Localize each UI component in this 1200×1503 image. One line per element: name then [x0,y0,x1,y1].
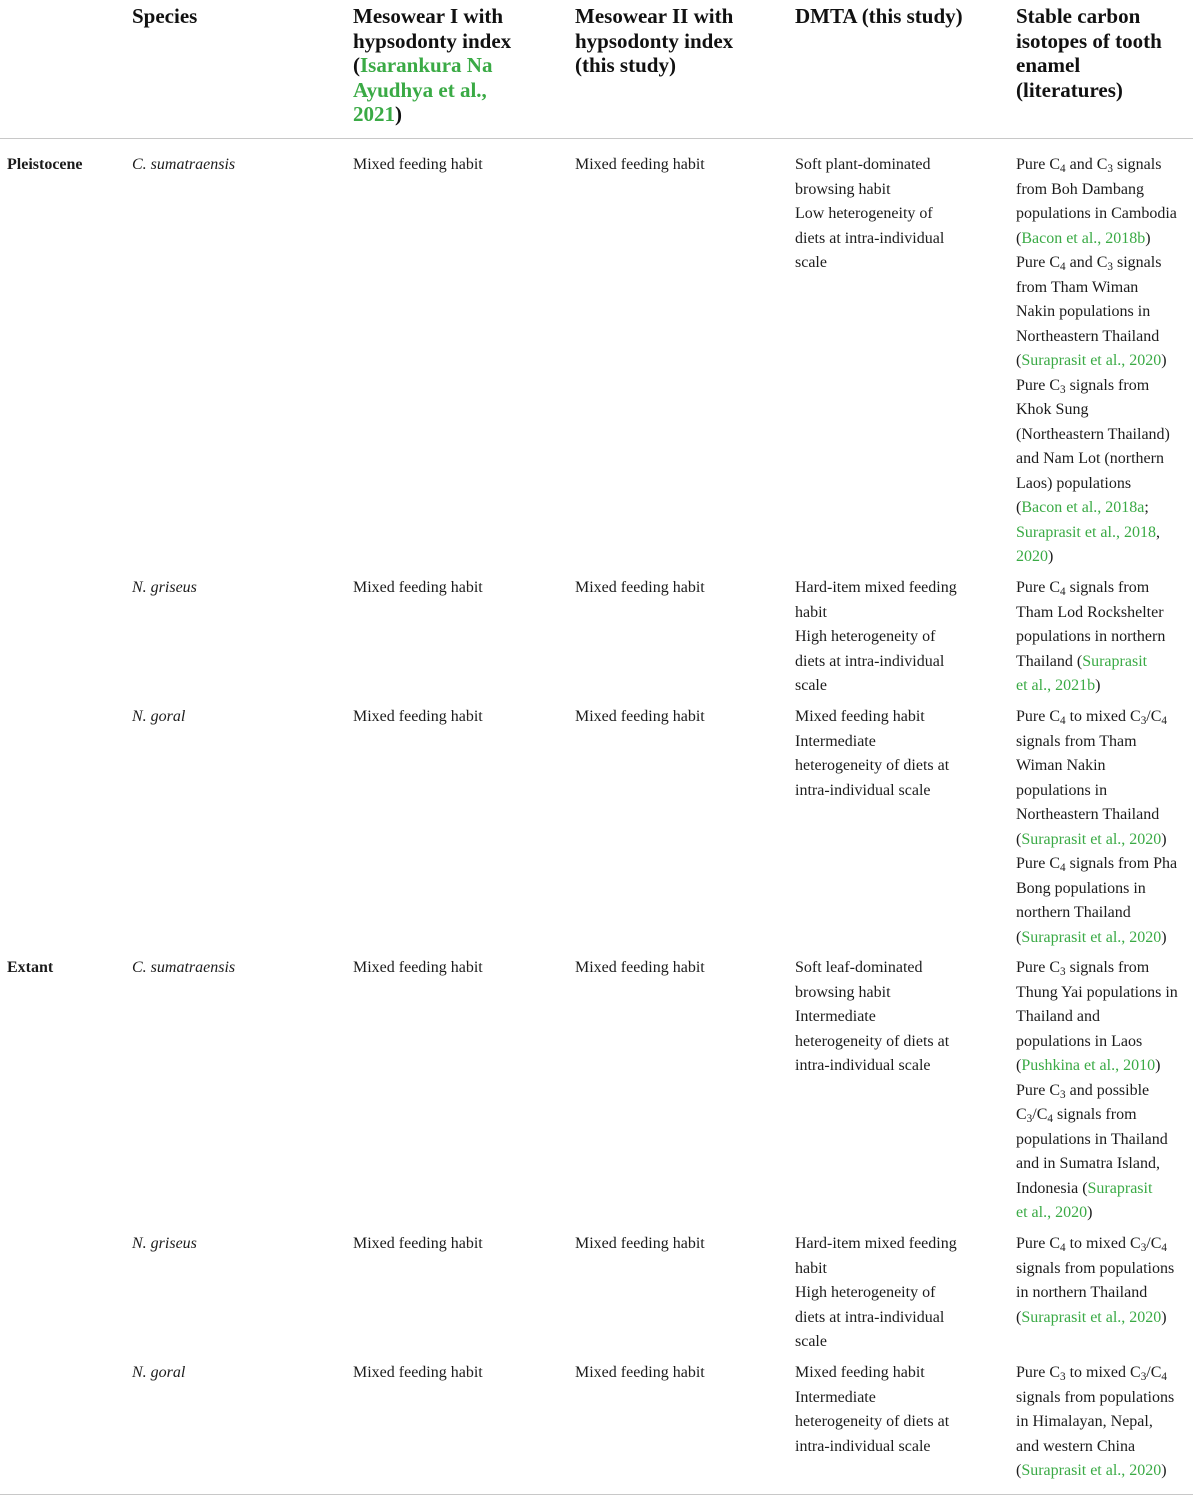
mesowear2-value: Mixed feeding habit [575,579,705,596]
mesowear2-value: Mixed feeding habit [575,959,705,976]
mesowear1-value: Mixed feeding habit [353,959,483,976]
citation-link[interactable]: et al., 2020 [1016,1204,1088,1221]
header-bottom-rule [0,138,1193,139]
dmta-value: Hard-item mixed feeding habit High heterogeneity of diets at intra-individual scale [795,1235,957,1350]
dmta-value: Soft plant-dominated browsing habit Low heterogeneity of diets at intra-individual scale [795,156,945,271]
period-label: Extant [7,959,54,976]
citation-link[interactable]: Suraprasit et al., 2020 [1021,830,1162,848]
citation-link[interactable]: Bacon et al., 2018a [1021,499,1145,516]
mesowear1-value: Mixed feeding habit [353,1364,483,1381]
citation-link[interactable]: Suraprasit et al., 2018 [1016,523,1156,541]
mesowear2-value: Mixed feeding habit [575,156,705,173]
isotope-value: Pure $C_4$ signals from Tham Lod Rockshelter populations in northern Thailand (Suraprasit et al., 2021b) [1016,579,1166,694]
mesowear1-value: Mixed feeding habit [353,579,483,596]
species-name: N. griseus [132,1235,197,1252]
species-name: C. sumatraensis [132,156,236,173]
dmta-value: Soft leaf-dominated browsing habit Intermediate heterogeneity of diets at intra-individual scale [795,959,950,1074]
species-name: C. sumatraensis [132,959,236,976]
citation-link[interactable]: et al., 2021b [1016,677,1096,694]
header-mesowear-1: Mesowear I with hypsodonty index (Isarankura Na Ayudhya et al., 2021) [353,4,512,126]
mesowear2-value: Mixed feeding habit [575,1235,705,1252]
citation-link[interactable]: Ayudhya et al., [353,77,487,102]
species-name: N. goral [132,1364,186,1381]
isotope-value: Pure $C_3$ to mixed $C_3/C_4$ signals from populations in Himalayan, Nepal, and western China (Suraprasit et al., 2020) [1016,1364,1175,1479]
header-isotopes: Stable carbon isotopes of tooth enamel (literatures) [1016,4,1162,102]
dmta-value: Hard-item mixed feeding habit High heterogeneity of diets at intra-individual scale [795,579,957,694]
mesowear1-value: Mixed feeding habit [353,708,483,725]
species-name: N. griseus [132,579,197,596]
citation-link[interactable]: Suraprasit et al., 2020 [1021,928,1162,946]
citation-link[interactable]: Bacon et al., 2018b [1021,229,1146,247]
header-dmta: DMTA (this study) [795,4,963,28]
header-mesowear-2: Mesowear II with hypsodonty index (this study) [575,4,734,77]
dmta-value: Mixed feeding habit Intermediate heterogeneity of diets at intra-individual scale [795,1364,950,1455]
citation-link[interactable]: Suraprasit et al., 2020 [1021,1462,1162,1479]
mesowear2-value: Mixed feeding habit [575,1364,705,1381]
mesowear1-value: Mixed feeding habit [353,156,483,173]
period-label: Pleistocene [7,156,83,173]
citation-link[interactable]: Pushkina et al., 2010 [1021,1057,1156,1074]
mesowear1-value: Mixed feeding habit [353,1235,483,1252]
isotope-value: Pure $C_4$ to mixed $C_3/C_4$ signals from Tham Wiman Nakin populations in Northeastern Thailand (Suraprasit et al., 2020) Pure $C_4$ signals from Pha Bong populations in northern Thailand (Suraprasit et al., 2020) [1016,708,1178,946]
isotope-value: Pure $C_4$ and $C_3$ signals from Boh Dambang populations in Cambodia (Bacon et al., 2018b) Pure $C_4$ and $C_3$ signals from Tham Wiman Nakin populations in Northeastern Thailand (Suraprasit et al., 2020) Pure $C_3$ signals from Khok Sung (Northeastern Thailand) and Nam Lot (northern Laos) populations (Bacon et al., 2018a; Suraprasit et al., 2018, 2020) [1016,156,1177,565]
isotope-value: Pure $C_4$ to mixed $C_3/C_4$ signals from populations in northern Thailand (Suraprasit et al., 2020) [1016,1235,1175,1326]
citation-link[interactable]: 2020 [1016,548,1048,565]
header-species: Species [132,4,198,28]
species-name: N. goral [132,708,186,725]
citation-link[interactable]: Suraprasit [1087,1179,1153,1197]
mesowear2-value: Mixed feeding habit [575,708,705,725]
citation-link[interactable]: Suraprasit et al., 2020 [1021,352,1162,369]
citation-link[interactable]: Suraprasit et al., 2020 [1021,1308,1162,1326]
citation-link[interactable]: Isarankura Na [360,53,493,77]
dmta-value: Mixed feeding habit Intermediate heterogeneity of diets at intra-individual scale [795,708,950,799]
isotope-value: Pure $C_3$ signals from Thung Yai populations in Thailand and populations in Laos (Pushkina et al., 2010) Pure $C_3$ and possible $C_3/C_4$ signals from populations in Thailand and in Sumatra Island, Indonesia (Suraprasit et al., 2020) [1016,959,1178,1221]
table-bottom-rule [0,1494,1193,1495]
citation-link[interactable]: Suraprasit [1082,652,1148,670]
citation-link[interactable]: 2021 [353,102,395,126]
